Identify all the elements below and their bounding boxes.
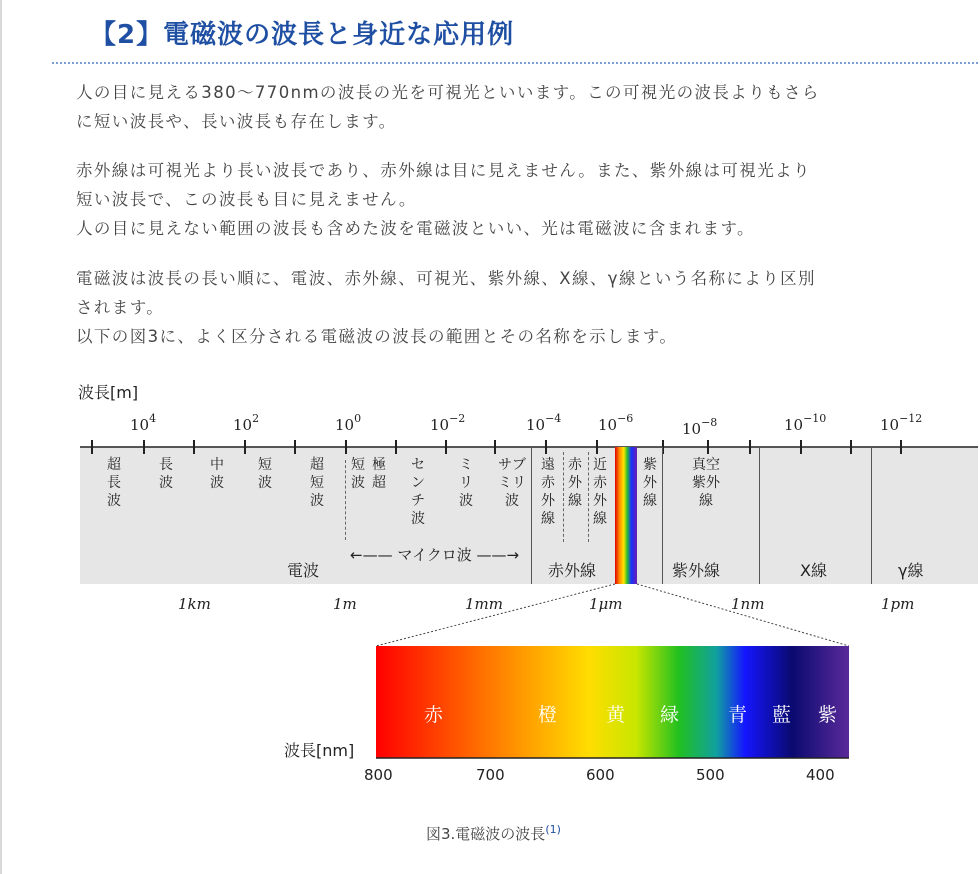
band-label: 超長波: [107, 457, 121, 509]
paragraph-2-line-2: 短い波長で、この波長も目に見えません。: [76, 190, 417, 209]
band-separator: [563, 452, 564, 542]
axis-tick: [596, 440, 598, 454]
band-label: ミリ波: [459, 457, 473, 509]
scale-label: 1pm: [881, 595, 915, 613]
nm-tick-label: 700: [476, 766, 505, 784]
microwave-label: マイクロ波: [397, 546, 472, 564]
category-separator: [759, 447, 760, 584]
color-label: 緑: [660, 704, 680, 726]
projection-line-right: [637, 584, 849, 646]
paragraph-3-line-2: されます。: [76, 298, 165, 317]
nm-tick-label: 500: [696, 766, 725, 784]
paragraph-1-line-2: に短い波長や、長い波長も存在します。: [76, 112, 397, 131]
band-label: 中波: [210, 457, 224, 491]
band-separator: [345, 460, 346, 540]
axis-tick: [900, 440, 902, 454]
caption-text: 図3.電磁波の波長: [426, 825, 546, 843]
exponent-label: $10^4$: [130, 412, 157, 434]
visible-strip: [615, 447, 637, 584]
axis-tick: [91, 440, 93, 454]
band-label: センチ波: [411, 457, 425, 527]
axis-tick: [193, 440, 195, 454]
category-label: 紫外線: [672, 561, 721, 580]
band-label: 紫外線: [643, 457, 657, 509]
scale-label: 1mm: [465, 595, 503, 613]
color-label: 藍: [772, 704, 792, 726]
band-label: 極超: [372, 457, 386, 491]
scale-label: 1m: [333, 595, 357, 613]
color-label: 橙: [538, 704, 558, 726]
section-heading: 【2】電磁波の波長と身近な応用例: [90, 20, 515, 50]
reference-link[interactable]: (1): [545, 823, 561, 836]
band-label: 真空紫外線: [692, 457, 720, 509]
axis-tick: [850, 440, 852, 454]
scale-label: 1km: [178, 595, 211, 613]
band-label: 長波: [159, 457, 173, 491]
category-label: γ線: [898, 561, 924, 580]
scale-label: 1μm: [589, 595, 623, 613]
color-label: 青: [728, 704, 748, 726]
axis-tick: [445, 440, 447, 454]
category-label: X線: [800, 561, 827, 580]
arrow-right-icon: ——→: [476, 546, 520, 564]
exponent-label: $10^{-12}$: [880, 412, 923, 434]
category-separator: [662, 447, 663, 584]
nm-axis-label: 波長[nm]: [284, 741, 355, 760]
axis-tick: [494, 440, 496, 454]
band-label: 短波: [258, 457, 272, 491]
band-label: 遠赤外線: [541, 457, 555, 527]
exponent-label: $10^0$: [335, 412, 362, 434]
arrow-left-icon: ←——: [350, 546, 393, 564]
exponent-label: $10^{-2}$: [430, 412, 466, 434]
axis-tick: [395, 440, 397, 454]
microwave-arrow: [350, 544, 519, 565]
category-separator: [531, 447, 532, 584]
axis-label: 波長[m]: [78, 383, 139, 402]
axis-tick: [294, 440, 296, 454]
color-label: 黄: [606, 704, 626, 726]
exponent-label: $10^2$: [233, 412, 260, 434]
axis-tick: [345, 440, 347, 454]
figure-caption: [426, 823, 561, 844]
band-label: 超短波: [310, 457, 324, 509]
paragraph-1-line-1: 人の目に見える380〜770nmの波長の光を可視光といいます。この可視光の波長よりもさら: [76, 83, 820, 102]
exponent-label: $10^{-10}$: [784, 412, 827, 434]
paragraph-3-line-1: 電磁波は波長の長い順に、電波、赤外線、可視光、紫外線、X線、γ線という名称により区別: [76, 269, 816, 288]
category-label: 赤外線: [548, 561, 597, 580]
exponent-label: $10^{-8}$: [682, 416, 718, 438]
axis-tick: [800, 440, 802, 454]
scale-label: 1nm: [731, 595, 765, 613]
axis-tick: [143, 440, 145, 454]
paragraph-2-line-3: 人の目に見えない範囲の波長も含めた波を電磁波といい、光は電磁波に含まれます。: [76, 219, 755, 238]
color-label: 赤: [424, 704, 444, 726]
band-label: 赤外線: [568, 457, 582, 509]
band-label: 近赤外線: [593, 457, 607, 527]
axis-tick: [545, 440, 547, 454]
band-separator: [588, 452, 589, 542]
axis-tick: [707, 440, 709, 454]
band-label: サブミリ波: [498, 457, 526, 509]
color-label: 紫: [818, 704, 838, 726]
exponent-label: $10^{-6}$: [598, 412, 634, 434]
category-separator: [871, 447, 872, 584]
axis-tick: [749, 440, 751, 454]
nm-tick-label: 600: [586, 766, 615, 784]
nm-tick-label: 800: [364, 766, 393, 784]
paragraph-2-line-1: 赤外線は可視光より長い波長であり、赤外線は目に見えません。また、紫外線は可視光より: [76, 161, 811, 180]
nm-tick-label: 400: [806, 766, 835, 784]
axis-tick: [244, 440, 246, 454]
band-label: 短波: [351, 457, 365, 491]
category-label: 電波: [287, 561, 320, 580]
exponent-label: $10^{-4}$: [526, 412, 562, 434]
projection-line-left: [376, 584, 615, 646]
paragraph-3-line-3: 以下の図3に、よく区分される電磁波の波長の範囲とその名称を示します。: [76, 327, 678, 346]
